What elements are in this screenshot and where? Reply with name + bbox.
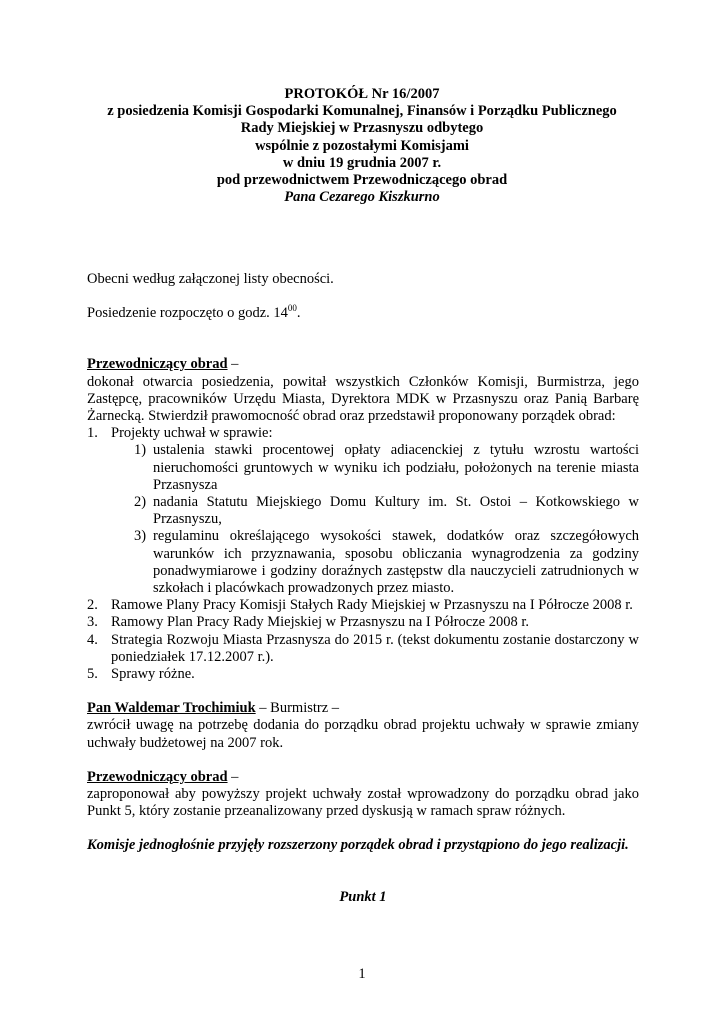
agenda-item: 2. Ramowe Plany Pracy Komisji Stałych Rady Miejskiej w Przasnyszu na I Półrocze 2008 r. bbox=[87, 597, 633, 614]
document-body bbox=[87, 271, 639, 906]
agenda-sublist bbox=[111, 442, 639, 597]
agenda-subitem: 1) ustalenia stawki procentowej opłaty adiacenckiej z tytułu wzrostu wartości nieruchomości gruntowych w wyniku ich podziału, położonych na terenie miasta Przasnysza bbox=[134, 442, 639, 493]
agenda-item: 4. Strategia Rozwoju Miasta Przasnysza do 2015 r. (tekst dokumentu zostanie dostarczony w poniedziałek 17.12.2007 r.). bbox=[87, 631, 639, 665]
page-number: 1 bbox=[358, 966, 366, 982]
agenda-item: 3. Ramowy Plan Pracy Rady Miejskiej w Przasnyszu na I Półrocze 2008 r. bbox=[87, 614, 530, 631]
agenda-subitem: 3) regulaminu określającego wysokości stawek, dodatków oraz szczegółowych warunków ich przyznawania, sposobu obliczania wynagrodzenia za godziny ponadwymiarowe i godziny doraźnych zastępstw dla nauczycieli zatrudnionych w szkołach i placówkach prowadzonych przez miasto. bbox=[134, 528, 639, 597]
header-line: Rady Miejskiej w Przasnyszu odbytego bbox=[240, 120, 484, 137]
speaker-heading: Przewodniczący obrad – bbox=[87, 356, 239, 373]
resolution-statement: Komisje jednogłośnie przyjęły rozszerzony porządek obrad i przystąpiono do jego realizacji. bbox=[87, 837, 629, 854]
header-line: pod przewodnictwem Przewodniczącego obrad bbox=[216, 172, 508, 189]
document-header bbox=[60, 86, 664, 206]
section-heading: Punkt 1 bbox=[339, 888, 387, 905]
speaker-heading: Przewodniczący obrad – bbox=[87, 768, 239, 785]
speaker-name: Przewodniczący obrad bbox=[87, 356, 228, 373]
meeting-date: w dniu 19 grudnia 2007 r. bbox=[282, 154, 442, 171]
speaker-statement: dokonał otwarcia posiedzenia, powitał wszystkich Członków Komisji, Burmistrza, jego Zastępcę, pracowników Urzędu Miasta, Dyrektora MDK w Przasnyszu oraz Panią Barbarę Żarnecką. Stwierdził prawomocność obrad oraz przedstawił proponowany porządek obrad: bbox=[87, 373, 639, 425]
start-minutes: 00 bbox=[287, 303, 297, 314]
chairman-name: Pana Cezarego Kiszkurno bbox=[284, 189, 440, 206]
agenda-item: 1. Projekty uchwał w sprawie: 1) ustalenia stawki procentowej opłaty adiacenckiej z tytułu wzrostu wartości nieruchomości gruntowych w wyniku ich podziału, położonych na terenie miasta Przasnysza 2) nadania Statutu Miejskiego Domu Kultury im. St. Ostoi – Kotkowskiego w Przasnyszu, 3) regulaminu określającego wysokości stawek, dodatków oraz szczegółowych warunków ich przyznawania, sposobu obliczania wynagrodzenia za godziny ponadwymiarowe i godziny doraźnych zastępstw dla nauczycieli zatrudnionych w szkołach i placówkach prowadzonych przez miasto. bbox=[87, 425, 639, 597]
attendance-note: Obecni według załączonej listy obecności. bbox=[87, 271, 334, 287]
agenda-subitem: 2) nadania Statutu Miejskiego Domu Kultury im. St. Ostoi – Kotkowskiego w Przasnyszu, bbox=[134, 494, 639, 528]
agenda-list bbox=[87, 425, 639, 683]
speaker-name: Pan Waldemar Trochimiuk bbox=[87, 700, 256, 717]
header-line: z posiedzenia Komisji Gospodarki Komunalnej, Finansów i Porządku Publicznego bbox=[107, 103, 617, 120]
start-time-note: Posiedzenie rozpoczęto o godz. $14^{00}$. bbox=[87, 303, 301, 322]
speaker-name: Przewodniczący obrad bbox=[87, 768, 228, 785]
header-line: wspólnie z pozostałymi Komisjami bbox=[255, 137, 469, 154]
speaker-statement: zaproponował aby powyższy projekt uchwały został wprowadzony do porządku obrad jako Punkt 5, który zostanie przeanalizowany przed dyskusją w ramach spraw różnych. bbox=[87, 786, 639, 820]
protocol-title: PROTOKÓŁ Nr 16/2007 bbox=[284, 86, 440, 102]
speaker-statement: zwrócił uwagę na potrzebę dodania do porządku obrad projektu uchwały w sprawie zmiany uchwały budżetowej na 2007 rok. bbox=[87, 717, 639, 751]
agenda-item: 5. Sprawy różne. bbox=[87, 666, 195, 683]
speaker-heading: Pan Waldemar Trochimiuk – Burmistrz – bbox=[87, 700, 340, 717]
